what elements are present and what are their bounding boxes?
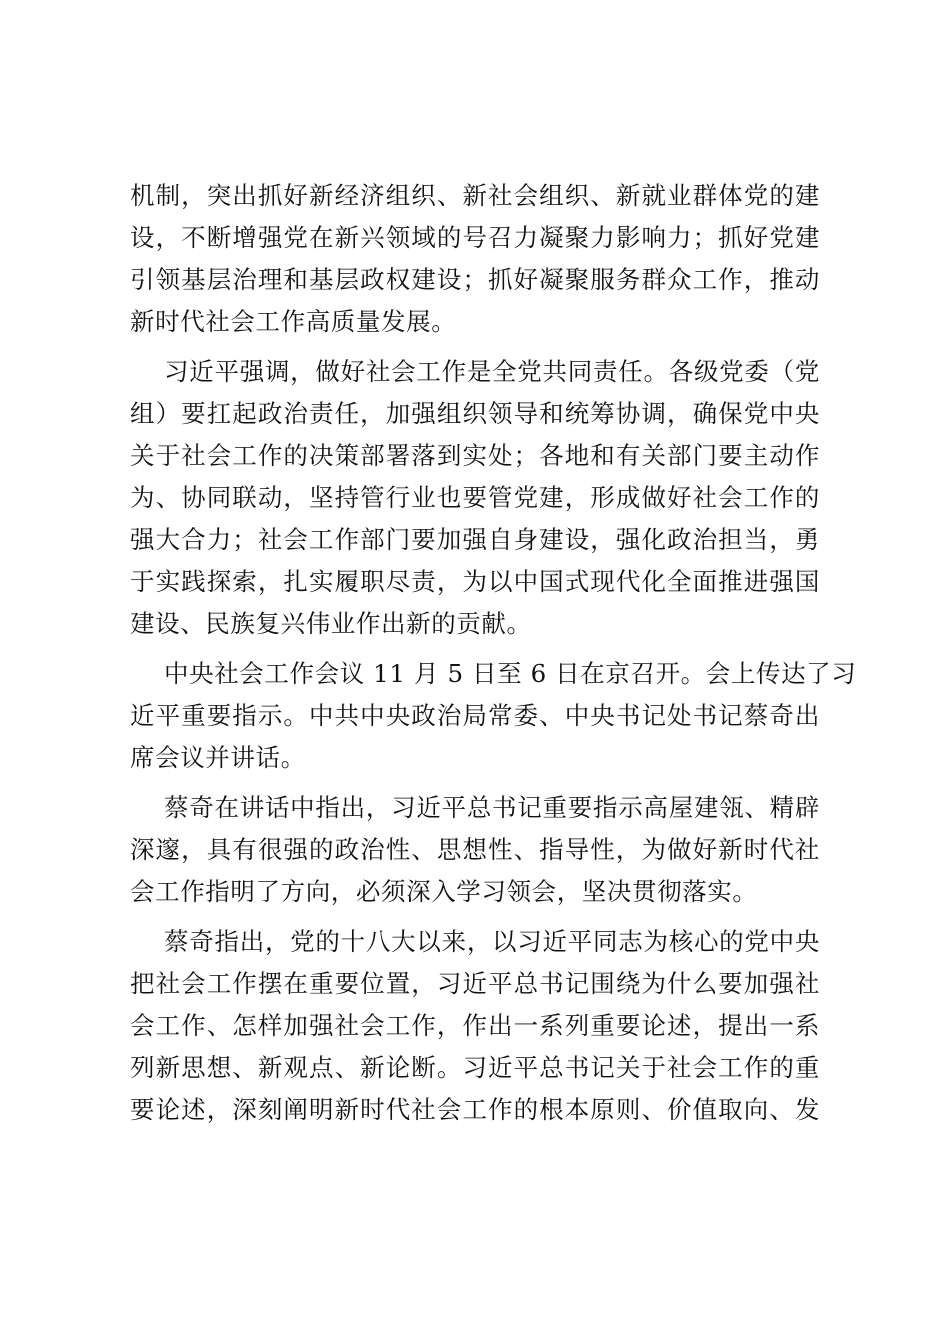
text-line: 近平重要指示。中共中央政治局常委、中央书记处书记蔡奇出 xyxy=(130,701,820,730)
text-line: 于实践探索，扎实履职尽责，为以中国式现代化全面推进强国 xyxy=(130,567,820,596)
paragraph-1 xyxy=(130,175,820,343)
text-line: 蔡奇指出，党的十八大以来，以习近平同志为核心的党中央 xyxy=(164,927,820,956)
paragraph-3 xyxy=(130,653,857,779)
paragraph-5 xyxy=(130,921,820,1131)
document-body xyxy=(130,175,857,1139)
text-line: 引领基层治理和基层政权建设；抓好凝聚服务群众工作，推动 xyxy=(130,265,820,294)
text-line: 新时代社会工作高质量发展。 xyxy=(130,307,457,336)
text-line: 强大合力；社会工作部门要加强自身建设，强化政治担当，勇 xyxy=(130,525,820,554)
text-line: 蔡奇在讲话中指出，习近平总书记重要指示高屋建瓴、精辟 xyxy=(164,793,820,822)
text-line: 深邃，具有很强的政治性、思想性、指导性，为做好新时代社 xyxy=(130,835,820,864)
text-line: 设，不断增强党在新兴领域的号召力凝聚力影响力；抓好党建 xyxy=(130,223,820,252)
text-line: 把社会工作摆在重要位置，习近平总书记围绕为什么要加强社 xyxy=(130,969,820,998)
text-line: 会工作指明了方向，必须深入学习领会，坚决贯彻落实。 xyxy=(130,877,758,906)
text-line: 习近平强调，做好社会工作是全党共同责任。各级党委（党 xyxy=(164,357,820,386)
text-line: 机制，突出抓好新经济组织、新社会组织、新就业群体党的建 xyxy=(130,181,820,210)
text-line: 席会议并讲话。 xyxy=(130,743,306,772)
text-line: 会工作、怎样加强社会工作，作出一系列重要论述，提出一系 xyxy=(130,1011,820,1040)
text-line: 列新思想、新观点、新论断。习近平总书记关于社会工作的重 xyxy=(130,1053,820,1082)
paragraph-4 xyxy=(130,787,820,913)
paragraph-2 xyxy=(130,351,820,645)
text-line: 建设、民族复兴伟业作出新的贡献。 xyxy=(130,609,532,638)
text-line: 中央社会工作会议 11 月 5 日至 6 日在京召开。会上传达了习 xyxy=(164,659,857,688)
text-line: 为、协同联动，坚持管行业也要管党建，形成做好社会工作的 xyxy=(130,483,820,512)
text-line: 组）要扛起政治责任，加强组织领导和统筹协调，确保党中央 xyxy=(130,399,820,428)
text-line: 要论述，深刻阐明新时代社会工作的根本原则、价值取向、发 xyxy=(130,1095,820,1124)
text-line: 关于社会工作的决策部署落到实处；各地和有关部门要主动作 xyxy=(130,441,820,470)
